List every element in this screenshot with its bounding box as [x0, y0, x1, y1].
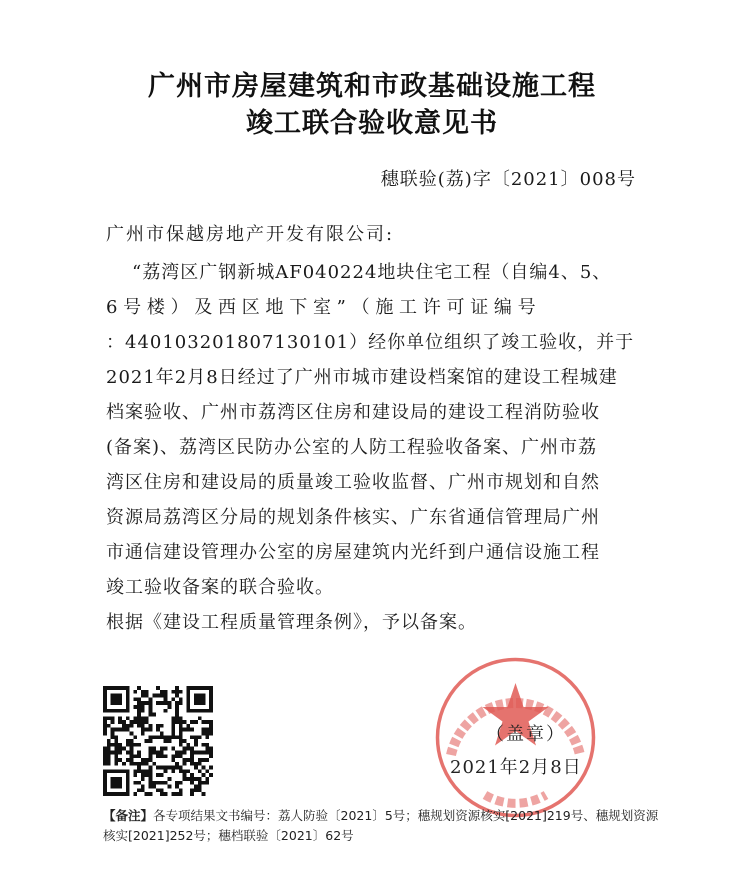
qr-code-icon: [103, 686, 213, 796]
note-line-1: [103, 806, 658, 824]
body-line-3: ：440103201807130101）经你单位组织了竣工验收，并于: [106, 332, 635, 353]
document-number: 穗联验(荔)字〔2021〕008号: [380, 169, 636, 190]
note-line-2: 核实[2021]252号；穗档联验〔2021〕62号: [103, 828, 354, 843]
seal-date: 2021年2月8日: [450, 757, 582, 778]
document-title-line1: 广州市房屋建筑和市政基础设施工程: [148, 71, 596, 102]
body-line-8: 资源局荔湾区分局的规划条件核实、广东省通信管理局广州: [106, 507, 600, 528]
seal-label: （盖章）: [486, 724, 566, 745]
document-title-line2: 竣工联合验收意见书: [246, 108, 498, 139]
body-line-9: 市通信建设管理办公室的房屋建筑内光纤到户通信设施工程: [106, 542, 600, 563]
body-line-2: 6 号 楼 ） 及 西 区 地 下 室 ” （ 施 工 许 可 证 编 号: [106, 297, 536, 318]
note-label: 【备注】: [103, 808, 154, 823]
addressee: 广州市保越房地产开发有限公司:: [106, 224, 395, 245]
body-line-4: 2021年2月8日经过了广州市城市建设档案馆的建设工程城建: [106, 367, 618, 388]
body-line-7: 湾区住房和建设局的质量竣工验收监督、广州市规划和自然: [106, 472, 600, 493]
body-line-6: (备案)、荔湾区民防办公室的人防工程验收备案、广州市荔: [106, 437, 598, 458]
body-line-1: “荔湾区广钢新城AF040224地块住宅工程（自编4、5、: [132, 262, 612, 283]
note-text-1: 各专项结果文书编号：荔人防验〔2021〕5号；穗规划资源核实[2021]219号、穗规划资源: [153, 808, 659, 823]
body-line-11: 根据《建设工程质量管理条例》，予以备案。: [106, 612, 477, 633]
body-line-10: 竣工验收备案的联合验收。: [106, 577, 334, 598]
body-line-5: 档案验收、广州市荔湾区住房和建设局的建设工程消防验收: [106, 402, 600, 423]
